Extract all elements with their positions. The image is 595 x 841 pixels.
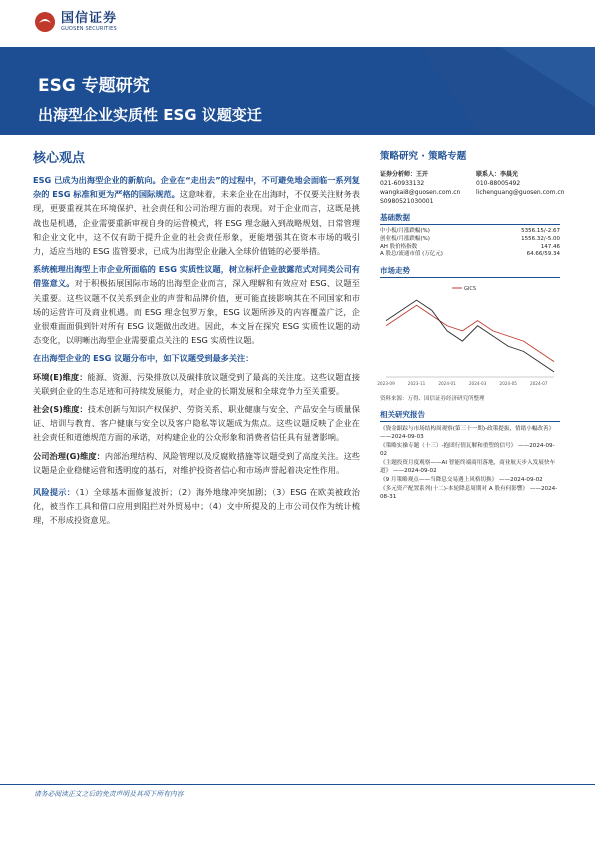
analyst2-name: 李晨光 [500, 171, 519, 178]
basic-row [380, 236, 560, 244]
env-body: 能源、资源、污染排放以及碳排放议题受到了最高的关注度。这些议题直接关联到企业的生态足迹和可持续发展能力，对企业的长期发展和全球竞争力至关重要。 [33, 371, 360, 396]
basic-value: 5356.15/-2.67 [521, 228, 560, 234]
core-views [33, 150, 360, 532]
basic-label: AH 股价格指数 [380, 243, 418, 250]
analyst2-email[interactable]: lichenguang@guosen.com.cn [476, 189, 565, 196]
report-title: 出海型企业实质性 ESG 议题变迁 [38, 106, 262, 124]
gov-label: 公司治理(G)维度： [33, 450, 105, 461]
env-label: 环境(E)维度： [33, 371, 88, 382]
legend-label: GICS [464, 286, 477, 293]
x-tick-label: 2023-09 [377, 381, 395, 387]
soc-paragraph [33, 402, 360, 445]
basic-value: 64.66/59.34 [526, 251, 560, 258]
basic-value: 1556.32/-5.00 [521, 235, 560, 242]
analyst-1 [380, 170, 464, 206]
basic-data-heading: 基础数据 [380, 212, 560, 225]
x-tick-label: 2024-07 [529, 381, 548, 387]
basic-row [380, 228, 560, 236]
analyst1-label: 证券分析师： [380, 171, 417, 178]
analyst2-phone: 010-88005492 [476, 180, 521, 187]
sidebar [377, 150, 565, 502]
p2-body: 对于积极拓展国际市场的出海型企业而言，深入理解和有效应对 ESG、议题至关重要。这些议题不仅关系到企业的声誉和品牌价值，更可能直接影响其在不同国家和市场的运营许可及商业机遇。而 ESG 理念包罗万象，ESG 议题所涉及的内容覆盖广泛，企业很难面面俱到针对所有 ESG 议题做出改进。因此，本文旨在探究 ESG 实质性议题的动态变化，以明晰出海型企业需要重点关注的 ESG 实质性议题。 [33, 278, 360, 346]
x-tick-label: 2024-01 [438, 381, 456, 387]
related-reports-heading: 相关研究报告 [380, 409, 560, 422]
sidebar-heading: 策略研究 · 策略专题 [380, 151, 467, 162]
x-tick-label: 2024-03 [468, 381, 487, 387]
related-reports-list [380, 425, 560, 501]
core-heading: 核心观点 [33, 151, 86, 166]
analysts [380, 170, 565, 206]
analyst-2 [476, 170, 565, 206]
analyst1-name: 王开 [416, 171, 429, 178]
risk-body: （1）全球基本面修复波折；（2）海外地缘冲突加剧；（3）ESG 在欧美被政治化，被当作工具和借口应用到阻拦对外贸易中；（4）文中所提及的上市公司仅作为统计梳理，不形成投资意见。 [33, 487, 360, 526]
series-line-1 [386, 300, 554, 372]
analyst1-email[interactable]: wangkai8@guosen.com.cn [380, 189, 461, 196]
analyst1-phone: 021-60933132 [380, 180, 425, 187]
x-tick-label: 2023-11 [407, 381, 426, 387]
basic-row [380, 251, 560, 259]
brand-name-en: GUOSEN SECURITIES [61, 25, 117, 32]
basic-value: 147.46 [540, 243, 560, 250]
report-link[interactable]: 《主题投资月度观察——AI 智能终端商用落地，商业航天步入发展快车道》 ——2024-09-02 [380, 460, 556, 475]
p1-lead: ESG 已成为出海型企业的新航向。企业在“走出去”的过程中，不可避免地会面临一系列复杂的 ESG 标准和更为严格的国际规范。 [33, 175, 360, 200]
analyst2-label: 联系人： [476, 171, 501, 178]
footer-rule [0, 784, 595, 785]
core-paragraph-2 [33, 262, 360, 347]
x-tick-label: 2024-05 [499, 381, 517, 387]
p2-lead: 系统梳理出海型上市企业所面临的 ESG 实质性议题，树立标杆企业披露范式对同类公司有借鉴意义。 [33, 264, 360, 289]
basic-data-table [380, 228, 560, 259]
p1-body: 这意味着，未来企业在出海时，不仅要关注财务表现，更要重视其在环境保护、社会责任和公司治理方面的表现。对于企业而言，这既是挑战也是机遇，企业需要重新审视自身的运营模式，将 ESG 理念融入到战略规划、日常管理和企业文化中，这不仅有助于提升企业的社会责任形象，更能增强其在资本市场的吸引力，适应当地的 ESG 监管要求，已成为出海型企业融入全球价值链的必要举措。 [33, 189, 360, 257]
risk-label: 风险提示： [33, 487, 76, 498]
basic-label: A 股总/流通市值 (万亿元) [380, 251, 443, 258]
guosen-logo-icon [34, 11, 56, 33]
core-paragraph-3: 在出海型企业的 ESG 议题分布中，如下议题受到最多关注： [33, 353, 254, 364]
report-link[interactable]: 《資金跟踪与市场结构周观察(第三十一期)-政策提振，情绪小幅改善》 ——2024-09-03 [380, 426, 555, 441]
gov-paragraph [33, 449, 360, 477]
basic-label: 创业板/月涨跌幅(%) [380, 235, 430, 242]
title-banner [0, 47, 595, 135]
analyst1-cert: S0980521030001 [380, 198, 434, 205]
basic-label: 中小板/月涨跌幅(%) [380, 228, 430, 234]
brand-name: 国信证券 [61, 10, 118, 26]
chart-source: 资料来源：万得、国信证券经济研究所整理 [380, 396, 485, 403]
risk-paragraph [33, 485, 360, 528]
report-link[interactable]: 《9 月策略观点——当降息交易遇上风格切换》 ——2024-09-02 [380, 477, 543, 484]
gov-body: 内部治理结构、风险管理以及反腐败措施等议题受到了高度关注。这些议题是企业稳健运营和透明度的基石，对维护投资者信心和市场声誉起着决定性作用。 [33, 450, 360, 475]
market-trend-chart [377, 281, 560, 393]
core-paragraph-1 [33, 173, 360, 258]
report-series-title: ESG 专题研究 [38, 76, 150, 96]
report-link[interactable]: 《策略实操专题（十三）-抱团行情瓦解和重塑的信号》 ——2024-09-02 [380, 443, 555, 458]
footer-disclaimer: 请务必阅读正文之后的免责声明及其项下所有内容 [34, 790, 184, 798]
brand-logo [34, 11, 117, 33]
soc-label: 社会(S)维度： [33, 404, 88, 415]
soc-body: 技术创新与知识产权保护、劳资关系、职业健康与安全、产品安全与质量保证、培训与教育、客户健康与安全以及客户隐私等议题成为焦点。这些议题反映了企业在社会责任和道德规范方面的承诺，对构建企业的公众形象和消费者信任具有显著影响。 [33, 404, 360, 443]
env-paragraph [33, 370, 360, 398]
market-trend-heading: 市场走势 [380, 265, 560, 278]
report-link[interactable]: 《多元资产配置系列(十二)-本轮降息周期对 A 股有何影響》 ——2024-08-31 [380, 486, 558, 501]
